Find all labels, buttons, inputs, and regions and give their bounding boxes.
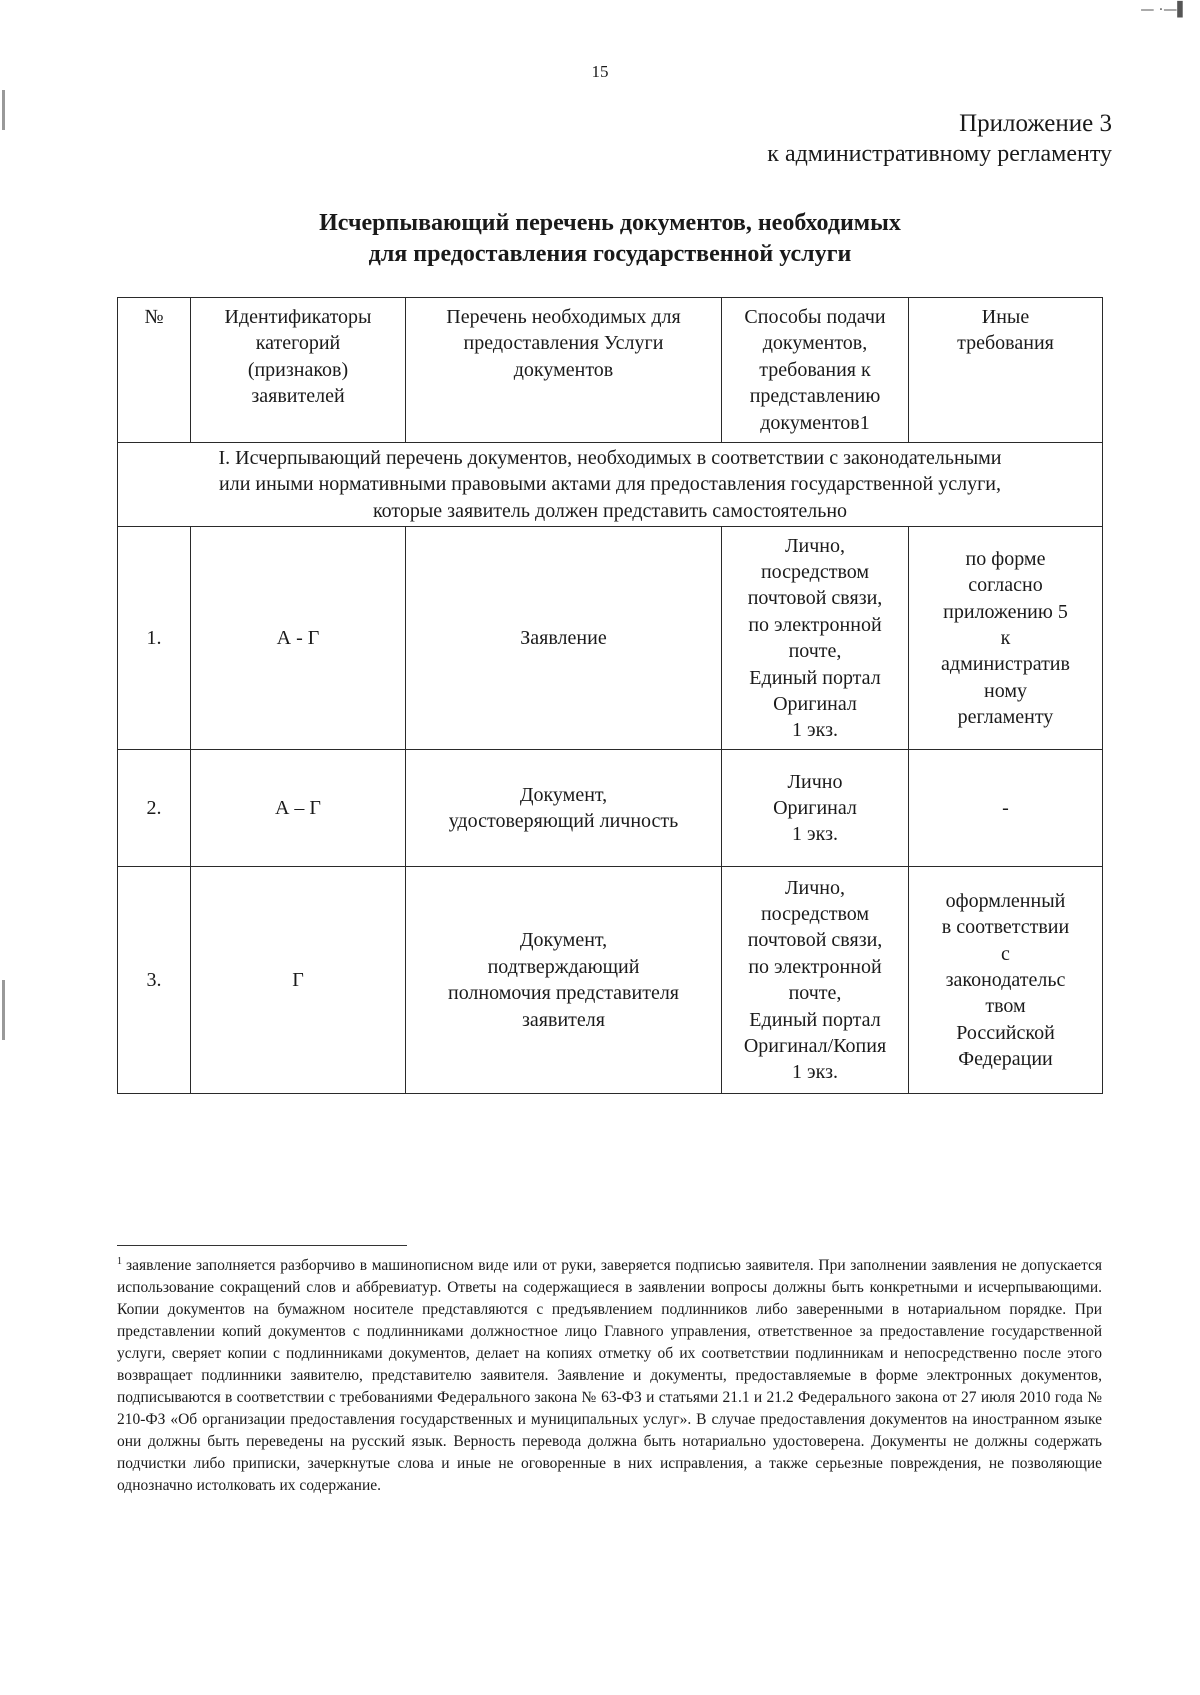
section-title-line: которые заявитель должен представить самостоятельно [372, 499, 848, 522]
cell-line: к [1000, 626, 1011, 649]
row-category: А - Г [191, 527, 406, 750]
header-line: заявителей [251, 385, 345, 408]
table-section-row [118, 442, 1103, 526]
table-row [118, 867, 1103, 1094]
cell-line: Единый портал [749, 1008, 881, 1031]
cell-line: заявителя [522, 1008, 605, 1031]
cell-line: посредством [760, 560, 870, 583]
cell-line: Российской [956, 1021, 1055, 1044]
header-applicant-categories [191, 298, 406, 443]
cell-line: твом [985, 995, 1026, 1018]
cell-line: в соответствии [941, 916, 1070, 939]
cell-line: с [1001, 942, 1010, 965]
document-title-line: Исчерпывающий перечень документов, необходимых [319, 210, 901, 236]
row-category: А – Г [191, 750, 406, 867]
cell-line: Лично [787, 770, 843, 793]
footnote-marker: 1 [117, 1256, 122, 1267]
footnote-divider [117, 1245, 407, 1246]
cell-line: почте, [788, 640, 842, 663]
cell-line: удостоверяющий личность [448, 810, 679, 833]
cell-line: по электронной [748, 955, 882, 978]
header-line: предоставления Услуги [463, 332, 664, 355]
header-line: документов, [762, 332, 868, 355]
header-line: представлению [749, 385, 881, 408]
header-submission-methods [722, 298, 909, 443]
cell-line: регламенту [957, 706, 1054, 729]
row-number: 2. [118, 750, 191, 867]
scan-margin-mark [2, 90, 5, 130]
header-number [118, 298, 191, 443]
header-line: № [144, 306, 164, 328]
row-number: 3. [118, 867, 191, 1094]
page-number: 15 [591, 62, 609, 81]
cell-line: ному [984, 679, 1027, 702]
row-document [406, 750, 722, 867]
cell-line: Федерации [958, 1048, 1053, 1071]
cell-line: почтовой связи, [747, 929, 883, 952]
cell-line: Оригинал [773, 796, 857, 819]
cell-line: почтовой связи, [747, 587, 883, 610]
row-other-requirements [909, 750, 1103, 867]
row-number: 1. [118, 527, 191, 750]
cell-line: Оригинал [773, 692, 857, 715]
cell-line: посредством [760, 902, 870, 925]
cell-line: согласно [968, 574, 1043, 597]
header-other-requirements [909, 298, 1103, 443]
cell-line: 1 экз. [792, 823, 838, 846]
row-category: Г [191, 867, 406, 1094]
row-other-requirements [909, 867, 1103, 1094]
document-title [150, 208, 1070, 270]
cell-line: подтверждающий [487, 955, 640, 978]
scan-margin-mark [2, 980, 5, 1040]
cell-line: Документ, [519, 783, 608, 806]
documents-table [117, 297, 1103, 1094]
table-row [118, 527, 1103, 750]
cell-line: Заявление [520, 626, 607, 649]
cell-line: Единый портал [749, 666, 881, 689]
header-line: Перечень необходимых для [446, 306, 681, 328]
cell-line: Оригинал/Копия [743, 1034, 887, 1057]
section-title-line: I. Исчерпывающий перечень документов, необходимых в соответствии с законодательными [218, 446, 1002, 469]
section-title [118, 442, 1103, 526]
header-line: (признаков) [247, 358, 349, 381]
header-line: Иные [981, 306, 1030, 328]
cell-line: административ [941, 653, 1070, 676]
cell-line: Лично, [784, 534, 846, 557]
cell-line: полномочия представителя [447, 982, 679, 1005]
footnote-text: заявление заполняется разборчиво в машинописном виде или от руки, заверяется подписью заявителя. При заполнении заявления не допускается использование сокращений слов и аббревиатур. Ответы на содержащиеся в заявлении вопросы должны быть конкретными и исчерпывающими. Копии документов на бумажном носителе представляются с предъявлением подлинников либо заверенными в нотариальном порядке. При представлении копий документов с подлинниками должностное лицо Главного управления, ответственное за предоставление государственной услуги, сверяет копии с подлинниками документов, делает на копиях отметку об их соответствии подлинникам и непосредственно после этого возвращает подлинники заявителю, представителю заявителя. Заявление и документы, предоставляемые в форме электронных документов, подписываются в соответствии с требованиями Федерального закона № 63-ФЗ и статьями 21.1 и 21.2 Федерального закона от 27 июля 2010 года № 210-ФЗ «Об организации предоставления государственных и муниципальных услуг». В случае предоставления документов на иностранном языке они должны быть переведены на русский язык. Верность перевода должна быть нотариально удостоверена. Документы не должны содержать подчистки либо приписки, зачеркнутые слова и иные не оговоренные в них исправления, а также серьезные повреждения, не позволяющие однозначно истолковать их содержание. [117, 1257, 1102, 1495]
row-methods [722, 867, 909, 1094]
table-header-row [118, 298, 1103, 443]
scan-artifact: — ·—▌ [1140, 2, 1188, 18]
cell-line: Документ, [519, 929, 608, 952]
row-other-requirements [909, 527, 1103, 750]
row-document [406, 867, 722, 1094]
cell-line: - [1002, 796, 1009, 819]
table-row [118, 750, 1103, 867]
appendix-title: Приложение 3 [959, 110, 1112, 137]
cell-line: почте, [788, 982, 842, 1005]
row-methods [722, 750, 909, 867]
header-line: Способы подачи [744, 306, 886, 328]
header-line: категорий [255, 332, 341, 355]
cell-line: по электронной [748, 613, 882, 636]
document-title-line: для предоставления государственной услуги [368, 241, 852, 268]
cell-line: Лично, [784, 876, 846, 899]
header-line: требования [957, 332, 1054, 355]
cell-line: 1 экз. [792, 1061, 838, 1084]
header-line: документов [513, 358, 614, 381]
appendix-header [767, 108, 1112, 169]
header-line: требования к [759, 358, 871, 381]
header-line: Идентификаторы [224, 306, 372, 328]
cell-line: оформленный [945, 889, 1066, 912]
cell-line: приложению 5 [943, 600, 1068, 623]
row-document [406, 527, 722, 750]
appendix-subtitle: к административному регламенту [767, 141, 1112, 168]
row-methods [722, 527, 909, 750]
cell-line: законодательс [945, 968, 1066, 991]
section-title-line: или иными нормативными правовыми актами для предоставления государственной услуги, [219, 473, 1001, 496]
cell-line: 1 экз. [792, 719, 838, 742]
cell-line: по форме [965, 547, 1046, 570]
header-line: документов1 [760, 411, 870, 434]
footnote [117, 1255, 1102, 1497]
header-document-list [406, 298, 722, 443]
